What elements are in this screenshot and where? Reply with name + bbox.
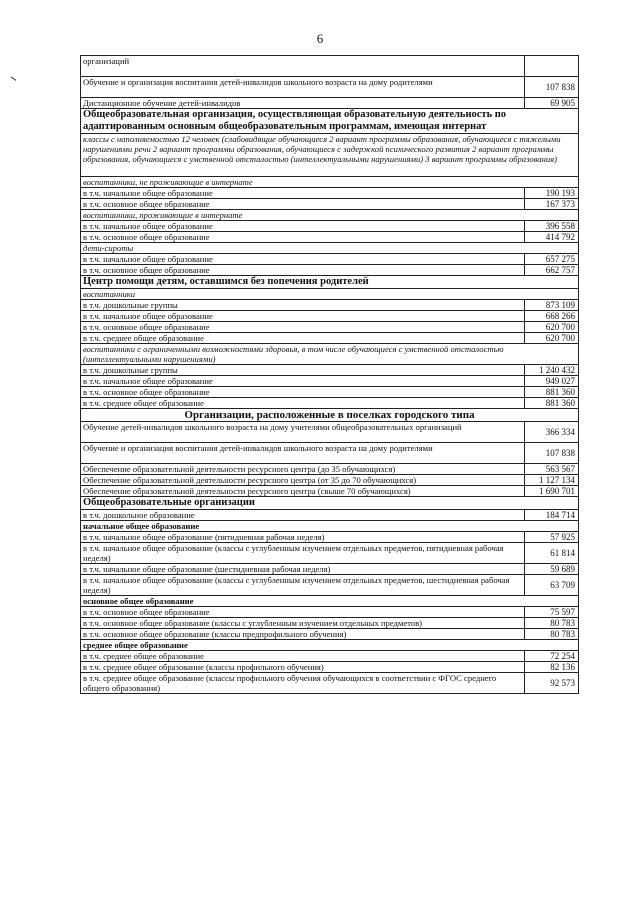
table-row: [81, 265, 579, 276]
table-row: [81, 365, 579, 376]
row-note: воспитанники: [81, 289, 579, 300]
page-number: 6: [316, 31, 324, 46]
row-value: 1 240 432: [525, 365, 579, 376]
row-value: 92 573: [525, 673, 579, 694]
row-label: в т.ч. основное общее образование: [81, 232, 525, 243]
table-row: [81, 344, 579, 365]
table-row: [81, 109, 579, 134]
row-label: в т.ч. среднее общее образование: [81, 398, 525, 409]
table-row: [81, 322, 579, 333]
row-value: 59 689: [525, 564, 579, 575]
subsection-title: начальное общее образование: [81, 521, 579, 532]
table-row: [81, 398, 579, 409]
row-label: в т.ч. начальное общее образование: [81, 376, 525, 387]
table-row: [81, 475, 579, 486]
row-label: в т.ч. начальное общее образование: [81, 311, 525, 322]
row-label: в т.ч. основное общее образование (классы предпрофильного обучения): [81, 629, 525, 640]
table-row: [81, 232, 579, 243]
row-label: Дистанционное обучение детей-инвалидов: [81, 98, 525, 109]
row-value: 107 838: [525, 77, 579, 98]
row-label: Обеспечение образовательной деятельности ресурсного центра (от 35 до 70 обучающихся): [81, 475, 525, 486]
row-label: в т.ч. начальное общее образование (классы с углубленным изучением отдельных предметов, шестидневная рабочая неделя): [81, 575, 525, 596]
row-label: в т.ч. начальное общее образование (пятидневная рабочая неделя): [81, 532, 525, 543]
table-row: [81, 333, 579, 344]
row-value: 620 700: [525, 322, 579, 333]
section-title: Общеобразовательная организация, осуществляющая образовательную деятельность по адаптированным основным общеобразовательным программам, имеющая интернат: [81, 109, 579, 134]
table-row: [81, 409, 579, 422]
row-label: в т.ч. среднее общее образование: [81, 651, 525, 662]
table-row: [81, 521, 579, 532]
row-value: 396 558: [525, 221, 579, 232]
subsection-title: основное общее образование: [81, 596, 579, 607]
row-label: Обучение и организация воспитания детей-инвалидов школьного возраста на дому родителями: [81, 77, 525, 98]
row-value: 414 792: [525, 232, 579, 243]
row-value: 881 360: [525, 398, 579, 409]
table-row: [81, 673, 579, 694]
table-row: [81, 56, 579, 77]
tariff-table: [80, 55, 579, 694]
table-row: [81, 134, 579, 177]
row-value: 881 360: [525, 387, 579, 398]
row-label: в т.ч. начальное общее образование (классы с углубленным изучением отдельных предметов, пятидневная рабочая неделя): [81, 543, 525, 564]
table-row: [81, 651, 579, 662]
row-value: 620 700: [525, 333, 579, 344]
row-value: 167 373: [525, 199, 579, 210]
row-label: Обеспечение образовательной деятельности ресурсного центра (свыше 70 обучающихся): [81, 486, 525, 497]
row-label: в т.ч. среднее общее образование (классы профильного обучения): [81, 662, 525, 673]
scan-edge-mark: [10, 77, 17, 83]
table-row: [81, 77, 579, 98]
row-label: в т.ч. дошкольные группы: [81, 365, 525, 376]
table-row: [81, 510, 579, 521]
table-row: [81, 629, 579, 640]
table-row: [81, 532, 579, 543]
row-value: 57 925: [525, 532, 579, 543]
row-label: в т.ч. начальное общее образование: [81, 254, 525, 265]
subsection-title: среднее общее образование: [81, 640, 579, 651]
row-label: в т.ч. основное общее образование (классы с углубленным изучением отдельных предметов): [81, 618, 525, 629]
table-row: [81, 276, 579, 289]
row-label: в т.ч. дошкольное образование: [81, 510, 525, 521]
row-value: 668 266: [525, 311, 579, 322]
row-label: в т.ч. начальное общее образование: [81, 188, 525, 199]
row-label: в т.ч. основное общее образование: [81, 387, 525, 398]
table-body: [81, 56, 579, 694]
row-value: 949 027: [525, 376, 579, 387]
row-value: 63 709: [525, 575, 579, 596]
row-value: 75 597: [525, 607, 579, 618]
section-title: Центр помощи детям, оставшимся без попечения родителей: [81, 276, 579, 289]
row-label: в т.ч. основное общее образование: [81, 322, 525, 333]
row-label: в т.ч. среднее общее образование (классы профильного обучения обучающихся в соответствии с ФГОС среднего общего образования): [81, 673, 525, 694]
row-label: в т.ч. среднее общее образование: [81, 333, 525, 344]
row-value: 107 838: [525, 443, 579, 464]
row-value: 80 783: [525, 618, 579, 629]
table-row: [81, 221, 579, 232]
table-row: [81, 596, 579, 607]
table-row: [81, 618, 579, 629]
row-label: в т.ч. основное общее образование: [81, 199, 525, 210]
row-label: Обучение и организация воспитания детей-инвалидов школьного возраста на дому родителями: [81, 443, 525, 464]
row-value: 61 814: [525, 543, 579, 564]
row-value: 657 275: [525, 254, 579, 265]
table-row: [81, 640, 579, 651]
section-title: Общеобразовательные организации: [81, 497, 579, 510]
row-value: 563 567: [525, 464, 579, 475]
row-value: 1 127 134: [525, 475, 579, 486]
table-row: [81, 422, 579, 443]
row-label: в т.ч. начальное общее образование (шестидневная рабочая неделя): [81, 564, 525, 575]
row-value: 873 109: [525, 300, 579, 311]
table-row: [81, 188, 579, 199]
row-value: 80 783: [525, 629, 579, 640]
row-value: 1 690 701: [525, 486, 579, 497]
row-label: Обучение детей-инвалидов школьного возраста на дому учителями общеобразовательных организаций: [81, 422, 525, 443]
row-value: 72 254: [525, 651, 579, 662]
row-note: воспитанники с ограниченными возможностями здоровья, в том числе обучающиеся с умственной отсталостью (интеллектуальными нарушениями): [81, 344, 579, 365]
table-row: [81, 199, 579, 210]
row-label: в т.ч. дошкольные группы: [81, 300, 525, 311]
row-value: 184 714: [525, 510, 579, 521]
table-row: [81, 607, 579, 618]
table-row: [81, 497, 579, 510]
table-row: [81, 98, 579, 109]
table-row: [81, 443, 579, 464]
table-row: [81, 289, 579, 300]
row-label: в т.ч. основное общее образование: [81, 265, 525, 276]
row-label: Обеспечение образовательной деятельности ресурсного центра (до 35 обучающихся): [81, 464, 525, 475]
row-value: 190 193: [525, 188, 579, 199]
table-row: [81, 575, 579, 596]
table-row: [81, 376, 579, 387]
row-value: 662 757: [525, 265, 579, 276]
row-label: организаций: [81, 56, 525, 77]
table-row: [81, 387, 579, 398]
table-row: [81, 311, 579, 322]
row-value: 82 136: [525, 662, 579, 673]
table-row: [81, 464, 579, 475]
table-row: [81, 662, 579, 673]
table-row: [81, 243, 579, 254]
table-row: [81, 300, 579, 311]
row-note: воспитанники, не проживающие в интернате: [81, 177, 579, 188]
table-row: [81, 486, 579, 497]
row-note: классы с наполняемостью 12 человек (слабовидящие обучающиеся 2 вариант программы образования, обучающиеся с тяжелыми нарушениями речи 2 вариант программы образования, обучающиеся с задержкой психического развития 2 вариант программы образования, обучающиеся с умственной отсталостью (интеллектуальными нарушениями) 3 вариант программы образования): [81, 134, 579, 177]
table-row: [81, 254, 579, 265]
section-title: Организации, расположенные в поселках городского типа: [81, 409, 579, 422]
table-row: [81, 564, 579, 575]
table-row: [81, 177, 579, 188]
row-value: 69 905: [525, 98, 579, 109]
table-row: [81, 543, 579, 564]
row-value: 366 334: [525, 422, 579, 443]
row-label: в т.ч. основное общее образование: [81, 607, 525, 618]
row-value: [525, 56, 579, 77]
table-row: [81, 210, 579, 221]
row-note: дети-сироты: [81, 243, 579, 254]
row-note: воспитанники, проживающие в интернате: [81, 210, 579, 221]
row-label: в т.ч. начальное общее образование: [81, 221, 525, 232]
